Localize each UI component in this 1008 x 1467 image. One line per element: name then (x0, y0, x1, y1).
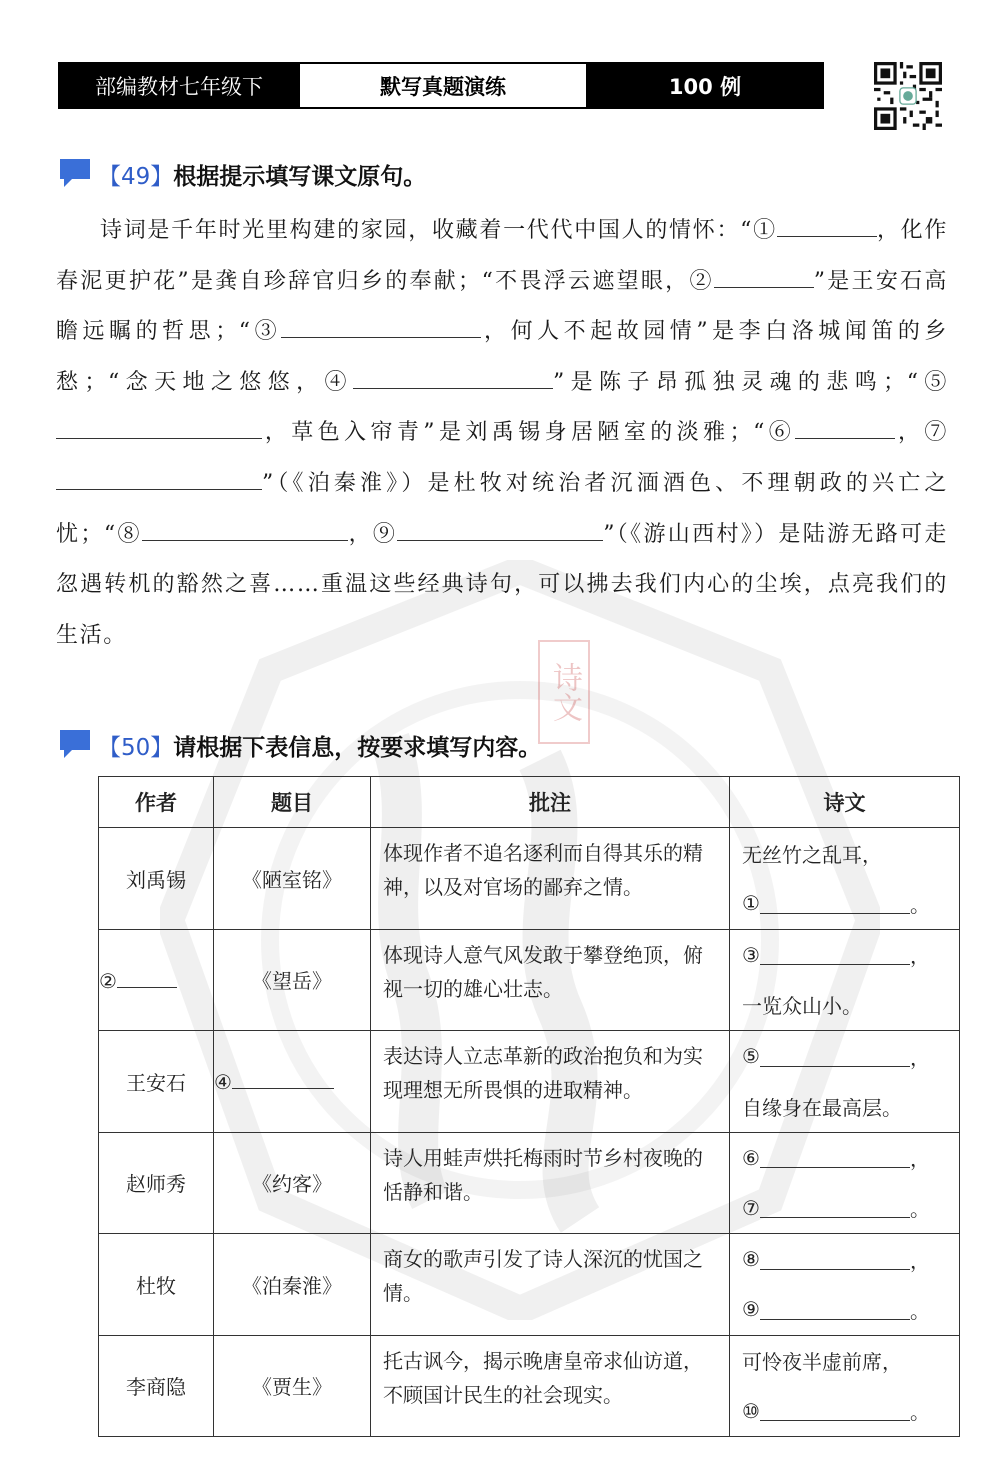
table-row (99, 1234, 960, 1336)
poem-line: 可怜夜半虚前席， (742, 1350, 902, 1375)
watermark-seal: 诗文 (538, 640, 590, 744)
poem-line (740, 1386, 959, 1436)
poem-line (740, 1031, 959, 1081)
question-50-title (58, 728, 541, 762)
punctuation: 。 (909, 1400, 930, 1425)
note-cell (371, 1031, 730, 1133)
answer-blank-8[interactable] (760, 1249, 910, 1270)
punctuation: 。 (909, 892, 930, 917)
question-49-title (58, 157, 426, 191)
punctuation: 。 (909, 1298, 930, 1323)
poem-cell (730, 1132, 960, 1234)
punctuation: 。 (909, 1197, 930, 1222)
poem-cell (730, 1234, 960, 1336)
blank-number: ⑨ (742, 1297, 760, 1322)
passage-text: ，化作春泥更护花”是龚自珍辞官归乡的奉献；“不畏浮云遮望眼，② (56, 218, 948, 294)
answer-blank-3[interactable] (281, 313, 481, 338)
note-cell (371, 828, 730, 930)
note-text: 体现诗人意气风发敢于攀登绝顶，俯视一切的雄心壮志。 (383, 942, 703, 1001)
info-table (98, 776, 960, 1437)
answer-blank-2[interactable] (117, 967, 177, 988)
passage-text: ”（《游山西村》）是陆游无路可走忽遇转机的豁然之喜……重温这些经典诗句，可以拂去我们内心的尘埃，点亮我们的生活。 (56, 521, 948, 648)
passage-text: ”（《泊秦淮》）是杜牧对统治者沉湎酒色、不理朝政的兴亡之忧；“⑧ (56, 470, 948, 547)
blank-number: ⑤ (742, 1044, 760, 1069)
poem-cell (730, 828, 960, 930)
passage-text: 诗词是千年时光里构建的家园，收藏着一代代中国人的情怀：“① (100, 218, 777, 243)
answer-blank-9[interactable] (760, 1299, 910, 1320)
answer-blank-4[interactable] (232, 1068, 334, 1089)
author-cell: 刘禹锡 (99, 828, 214, 930)
passage-text: ，⑦ (895, 420, 948, 446)
answer-blank-10[interactable] (760, 1400, 910, 1421)
question-instruction: 根据提示填写课文原句。 (173, 163, 427, 190)
poem-line (740, 1183, 959, 1233)
table-row (99, 1335, 960, 1437)
poem-line (740, 1284, 959, 1334)
punctuation: ， (909, 944, 930, 969)
table-row (99, 1031, 960, 1133)
author-cell: 赵师秀 (99, 1132, 214, 1234)
question-number: 【49】 (98, 163, 174, 190)
table-header-row (99, 777, 960, 828)
blank-number: ③ (742, 942, 760, 967)
passage-text: ”是陈子昂孤独灵魂的悲鸣；“⑤ (552, 369, 948, 395)
answer-blank-4[interactable] (353, 364, 553, 389)
header-topic: 默写真题演练 (298, 64, 588, 107)
passage-text: ，⑨ (347, 521, 398, 547)
passage-text: ，草色入帘青”是刘禹锡身居陋室的淡雅；“⑥ (262, 420, 796, 446)
note-text: 表达诗人立志革新的政治抱负和为实现理想无所畏惧的进取精神。 (383, 1044, 703, 1102)
answer-blank-5[interactable] (56, 414, 262, 439)
note-cell (371, 1234, 730, 1336)
answer-blank-1[interactable] (760, 893, 910, 914)
note-text: 商女的歌声引发了诗人深沉的忧国之情。 (383, 1247, 703, 1305)
punctuation: ， (909, 1147, 930, 1172)
blank-number: ② (99, 968, 117, 993)
column-header-title: 题目 (214, 777, 371, 828)
blank-number: ⑩ (742, 1398, 760, 1423)
column-header-poem: 诗文 (730, 777, 960, 828)
answer-blank-6[interactable] (795, 414, 895, 439)
answer-blank-3[interactable] (760, 944, 910, 965)
header-count: 100 例 (588, 64, 822, 107)
note-text: 诗人用蛙声烘托梅雨时节乡村夜晚的恬静和谐。 (383, 1145, 703, 1204)
table-row (99, 828, 960, 930)
poem-line (740, 930, 959, 980)
author-cell: 李商隐 (99, 1335, 214, 1437)
table-row (99, 1132, 960, 1234)
title-cell (214, 1031, 371, 1133)
passage-text: ”是王安石高瞻远瞩的哲思；“③ (56, 268, 948, 345)
note-text: 体现作者不追名逐利而自得其乐的精神，以及对官场的鄙弃之情。 (383, 841, 703, 899)
header-bar (58, 62, 824, 109)
author-cell: 王安石 (99, 1031, 214, 1133)
poem-cell (730, 929, 960, 1031)
column-header-note: 批注 (371, 777, 730, 828)
poem-line: 一览众山小。 (742, 994, 862, 1019)
note-cell (371, 929, 730, 1031)
title-cell: 《陋室铭》 (214, 828, 371, 930)
blank-number: ⑧ (742, 1247, 760, 1272)
title-cell: 《望岳》 (214, 929, 371, 1031)
poem-cell (730, 1031, 960, 1133)
punctuation: ， (909, 1248, 930, 1273)
poem-line (740, 1234, 959, 1284)
author-cell: 杜牧 (99, 1234, 214, 1336)
answer-blank-6[interactable] (760, 1147, 910, 1168)
note-cell (371, 1335, 730, 1437)
title-cell: 《贾生》 (214, 1335, 371, 1437)
answer-blank-5[interactable] (760, 1046, 910, 1067)
author-cell (99, 929, 214, 1031)
answer-blank-7[interactable] (760, 1197, 910, 1218)
punctuation: ， (909, 1045, 930, 1070)
passage-text: ，何人不起故园情”是李白洛城闻笛的乡愁；“念天地之悠悠，④ (56, 319, 948, 395)
question-number: 【50】 (98, 734, 174, 761)
blank-number: ⑦ (742, 1195, 760, 1220)
poem-line (740, 878, 959, 928)
title-cell: 《约客》 (214, 1132, 371, 1234)
answer-blank-2[interactable] (714, 262, 814, 287)
answer-blank-9[interactable] (397, 515, 603, 540)
table-row (99, 929, 960, 1031)
question-instruction: 请根据下表信息，按要求填写内容。 (173, 734, 542, 761)
answer-blank-7[interactable] (56, 465, 262, 490)
header-textbook: 部编教材七年级下 (60, 64, 298, 107)
blank-number: ④ (214, 1070, 232, 1095)
column-header-author: 作者 (99, 777, 214, 828)
comment-bubble-icon (58, 728, 94, 762)
q49-passage (56, 206, 948, 661)
note-cell (371, 1132, 730, 1234)
comment-bubble-icon (58, 157, 94, 191)
poem-line: 自缘身在最高层。 (742, 1095, 902, 1120)
answer-blank-8[interactable] (142, 515, 348, 540)
note-text: 托古讽今，揭示晚唐皇帝求仙访道，不顾国计民生的社会现实。 (383, 1348, 703, 1407)
title-cell: 《泊秦淮》 (214, 1234, 371, 1336)
poem-cell (730, 1335, 960, 1437)
blank-number: ① (742, 891, 760, 916)
answer-blank-1[interactable] (777, 212, 877, 237)
blank-number: ⑥ (742, 1145, 760, 1170)
poem-line: 无丝竹之乱耳， (742, 842, 882, 867)
poem-line (740, 1133, 959, 1183)
qr-code-icon (874, 62, 942, 130)
